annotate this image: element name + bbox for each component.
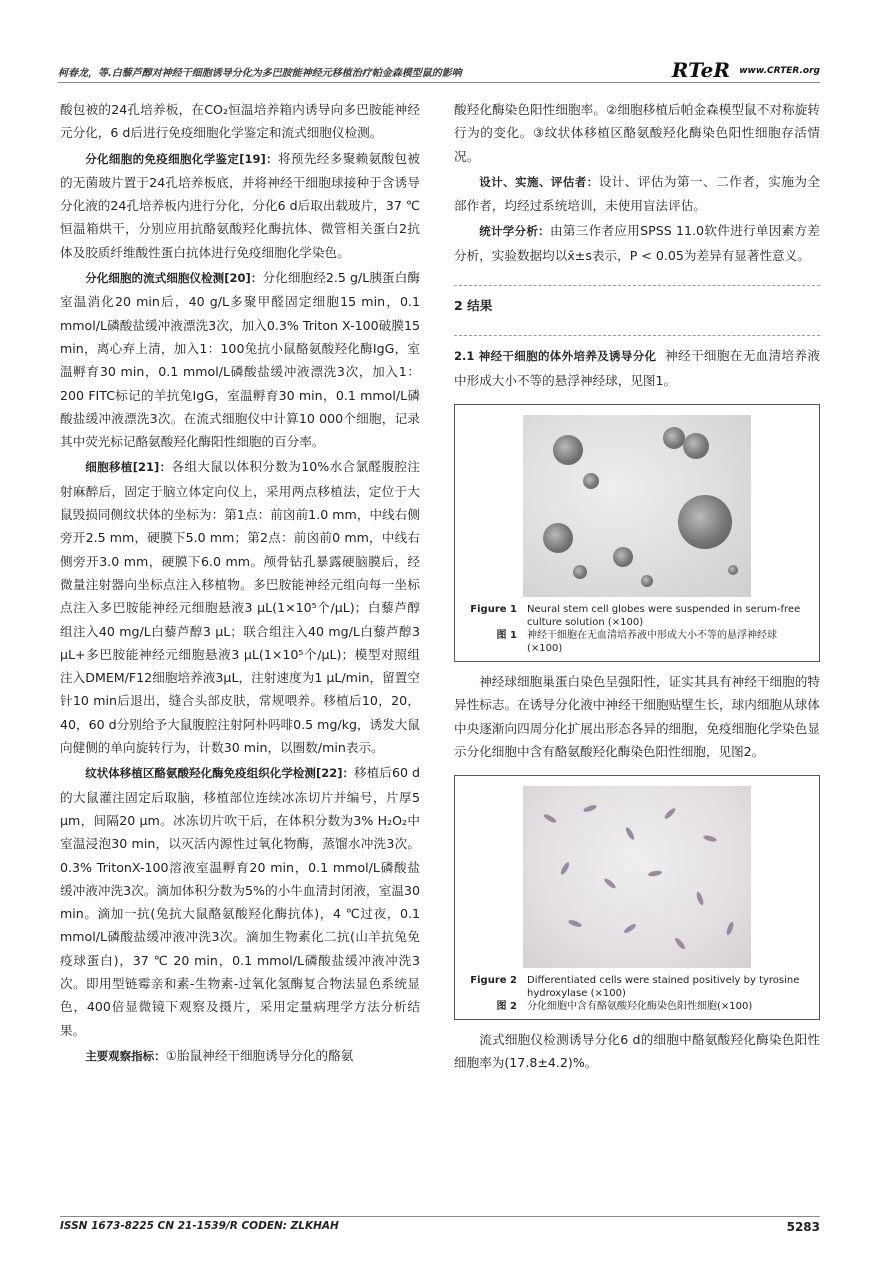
journal-meta: ISSN 1673-8225 CN 21-1539/R CODEN: ZLKHAH bbox=[60, 1220, 339, 1232]
paragraph-heading: 分化细胞的流式细胞仪检测[20]： bbox=[85, 271, 263, 286]
figure-label: Figure 1 bbox=[470, 603, 517, 615]
caption-en: Neural stem cell globes were suspended in serum-free culture solution (×100) bbox=[527, 603, 801, 628]
paragraph: 纹状体移植区酪氨酸羟化酶免疫组织化学检测[22]：移植后60 d的大鼠灌注固定后取脑，移植部位连续冰冻切片并编号，片厚5 μm，间隔20 μm。冰冻切片吹干后，在体积分数为3% H₂O₂中室温浸泡30 min，以灭活内源性过氧化物酶，蒸馏水冲洗3次。0.3% TritonX-100溶液室温孵育20 min，0.1 mmol/L磷酸盐缓冲液冲洗3次。滴加体积分数为5%的小牛血清封闭液，室温30 min。滴加一抗(兔抗大鼠酪氨酸羟化酶抗体)，4 ℃过夜，0.1 mmol/L磷酸盐缓冲液冲洗3次。滴加生物素化二抗(山羊抗兔免疫球蛋白)，37 ℃ 20 min，0.1 mmol/L磷酸盐缓冲液冲洗3次。即用型链霉亲和素-生物素-过氧化氢酶复合物法显色系统显色，400倍显微镜下观察及摄片，采用定量病理学方法分析结果。 bbox=[60, 765, 421, 1038]
section-divider bbox=[454, 335, 820, 336]
page-number: 5283 bbox=[786, 1220, 820, 1234]
figure-1 bbox=[454, 404, 820, 662]
paragraph: 设计、实施、评估者：设计、评估为第一、二作者，实施为全部作者，均经过系统培训，未使用盲法评估。 bbox=[454, 173, 821, 214]
figure-2-caption bbox=[465, 974, 809, 1013]
paragraph: 分化细胞的免疫细胞化学鉴定[19]：将预先经多聚赖氨酸包被的无菌玻片置于24孔培养板底，并将神经干细胞球接种于含诱导分化液的24孔培养板内进行分化，分化6 d后取出载玻片，37 ℃恒温箱烘干，分别应用抗酪氨酸羟化酶抗体、微管相关蛋白2抗体及胶质纤维酸性蛋白抗体进行免疫细胞化学染色。 bbox=[60, 150, 421, 260]
running-header bbox=[58, 60, 820, 83]
paragraph-heading: 细胞移植[21]： bbox=[85, 460, 172, 475]
paragraph: 神经球细胞巢蛋白染色呈强阳性，证实其具有神经干细胞的特异性标志。在诱导分化液中神经干细胞贴壁生长，球内细胞从球体中央逐渐向四周分化扩展出形态各异的细胞，免疫细胞化学染色显示分化细胞中含有酪氨酸羟化酶染色阳性细胞，见图2。 bbox=[454, 673, 820, 759]
paragraph: 流式细胞仪检测诱导分化6 d的细胞中酪氨酸羟化酶染色阳性细胞率为(17.8±4.2)%。 bbox=[454, 1032, 820, 1071]
figure-label: 图 1 bbox=[496, 629, 517, 641]
paragraph: 分化细胞的流式细胞仪检测[20]：分化细胞经2.5 g/L胰蛋白酶室温消化20 min后，40 g/L多聚甲醛固定细胞15 min，0.1 mmol/L磷酸盐缓冲液漂洗3次，加入0.3% Triton X-100破膜15 min，离心弃上清，加入1：100兔抗小鼠酪氨酸羟化酶IgG，室温孵育30 min，0.1 mmol/L磷酸盐缓冲液漂洗3次，加入1：200 FITC标记的羊抗兔IgG，室温孵育30 min，0.1 mmol/L磷酸盐缓冲液漂洗3次。在流式细胞仪中计算10 000个细胞，记录其中荧光标记酪氨酸羟化酶阳性细胞的百分率。 bbox=[60, 270, 420, 450]
left-column bbox=[60, 98, 420, 1070]
running-title: 柯春龙，等.白藜芦醇对神经干细胞诱导分化为多巴胺能神经元移植治疗帕金森模型鼠的影响 bbox=[58, 68, 462, 79]
caption-en: Differentiated cells were stained positively by tyrosine hydroxylase (×100) bbox=[527, 975, 800, 1000]
figure-2 bbox=[454, 775, 820, 1020]
figure-label: Figure 2 bbox=[470, 975, 517, 987]
micrograph-differentiated-cells bbox=[523, 786, 751, 968]
paragraph-heading: 统计学分析： bbox=[479, 224, 550, 239]
caption-cn: 分化细胞中含有酪氨酸羟化酶染色阳性细胞(×100) bbox=[527, 1001, 753, 1013]
paragraph-heading: 主要观察指标： bbox=[85, 1048, 166, 1063]
paragraph: 主要观察指标：①胎鼠神经干细胞诱导分化的酪氨 bbox=[85, 1047, 354, 1063]
micrograph-neurospheres bbox=[523, 415, 751, 597]
paragraph: 2.1 神经干细胞的体外培养及诱导分化 神经干细胞在无血清培养液中形成大小不等的悬浮神经球，见图1。 bbox=[454, 348, 821, 388]
paragraph-heading: 分化细胞的免疫细胞化学鉴定[19]： bbox=[85, 151, 278, 166]
section-divider bbox=[454, 285, 820, 286]
page-footer bbox=[60, 1216, 820, 1233]
paragraph: 酸羟化酶染色阳性细胞率。②细胞移植后帕金森模型鼠不对称旋转行为的变化。③纹状体移植区酪氨酸羟化酶染色阳性细胞存活情况。 bbox=[454, 102, 820, 164]
paragraph: 酸包被的24孔培养板，在CO₂恒温培养箱内诱导向多巴胺能神经元分化，6 d后进行免疫细胞化学鉴定和流式细胞仪检测。 bbox=[60, 102, 420, 141]
right-column bbox=[454, 98, 820, 1077]
paragraph: 统计学分析：由第三作者应用SPSS 11.0软件进行单因素方差分析，实验数据均以x̄±s表示，P < 0.05为差异有显著性意义。 bbox=[454, 223, 821, 263]
paragraph-heading: 设计、实施、评估者： bbox=[479, 174, 599, 189]
paragraph: 细胞移植[21]：各组大鼠以体积分数为10%水合氯醛腹腔注射麻醉后，固定于脑立体定向仪上，采用两点移植法，定位于大鼠毁损同侧纹状体的坐标为：第1点：前囟前1.0 mm，中线右侧旁开2.5 mm，硬膜下5.0 mm；第2点：前囟前0 mm，中线右侧旁开3.0 mm，硬膜下6.0 mm。颅骨钻孔暴露硬脑膜后，经微量注射器向坐标点注入移植物。多巴胺能神经元组向每一坐标点注入多巴胺能神经元细胞悬液3 μL(1×10⁵个/μL)；白藜芦醇组注入40 mg/L白藜芦醇3 μL；联合组注入40 mg/L白藜芦醇3 μL+多巴胺能神经元细胞悬液3 μL(1×10⁵个/μL)；模型对照组注入DMEM/F12细胞培养液3μL，注射速度为1 μL/min，留置空针10 min后退出，缝合头部皮肤，常规喂养。移植后10，20，40，60 d分别给予大鼠腹腔注射阿朴吗啡0.5 mg/kg，诱发大鼠向健侧的单向旋转行为，计数30 min，以圈数/min表示。 bbox=[60, 459, 421, 756]
caption-cn: 神经干细胞在无血清培养液中形成大小不等的悬浮神经球(×100) bbox=[527, 629, 777, 654]
journal-logo: RTeR bbox=[671, 58, 730, 82]
subsection-heading: 2.1 神经干细胞的体外培养及诱导分化 bbox=[454, 349, 657, 364]
figure-label: 图 2 bbox=[496, 1001, 517, 1013]
journal-url: www.CRTER.org bbox=[739, 66, 820, 76]
paragraph-heading: 纹状体移植区酪氨酸羟化酶免疫组织化学检测[22]： bbox=[85, 766, 355, 781]
section-heading: 2 结果 bbox=[454, 298, 493, 314]
figure-1-caption bbox=[465, 603, 809, 655]
